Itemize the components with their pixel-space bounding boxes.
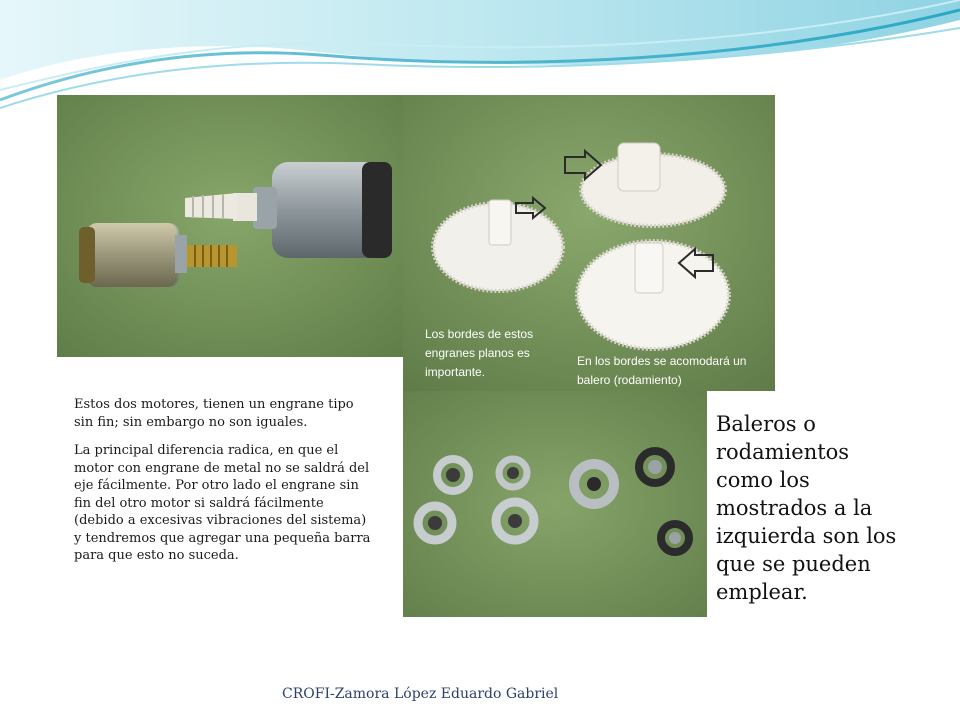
motor-description-paragraph-2: La principal diferencia radica, en que el motor con engrane de metal no se saldrá del eje fácilmente. Por otro lado el engrane sin fin del otro motor si saldrá fácilmente (debido a excesivas vibraciones del sistema) y tendremos que agregar una pequeña barra para que esto no suceda.	[74, 443, 371, 563]
gears-caption-right-line-1: En los bordes se acomodará un	[577, 354, 747, 368]
gears-caption-left-line-1: Los bordes de estos	[425, 327, 534, 341]
gears-caption-right-line-2: balero (rodamiento)	[577, 373, 682, 387]
gears-caption-left-line-3: importante.	[425, 365, 486, 379]
bearings-photo	[403, 391, 707, 617]
gears-caption-left-line-2: engranes planos es	[425, 346, 530, 360]
motor-description	[74, 396, 374, 576]
motor-description-paragraph-1: Estos dos motores, tienen un engrane tipo sin fin; sin embargo no son iguales.	[74, 397, 354, 430]
bearings-description: Baleros o rodamientos como los mostrados a la izquierda son los que se pueden emplear.	[716, 412, 897, 604]
gears-photo	[403, 95, 775, 391]
slide-footer: CROFI-Zamora López Eduardo Gabriel	[282, 686, 559, 702]
motors-photo	[57, 95, 403, 357]
